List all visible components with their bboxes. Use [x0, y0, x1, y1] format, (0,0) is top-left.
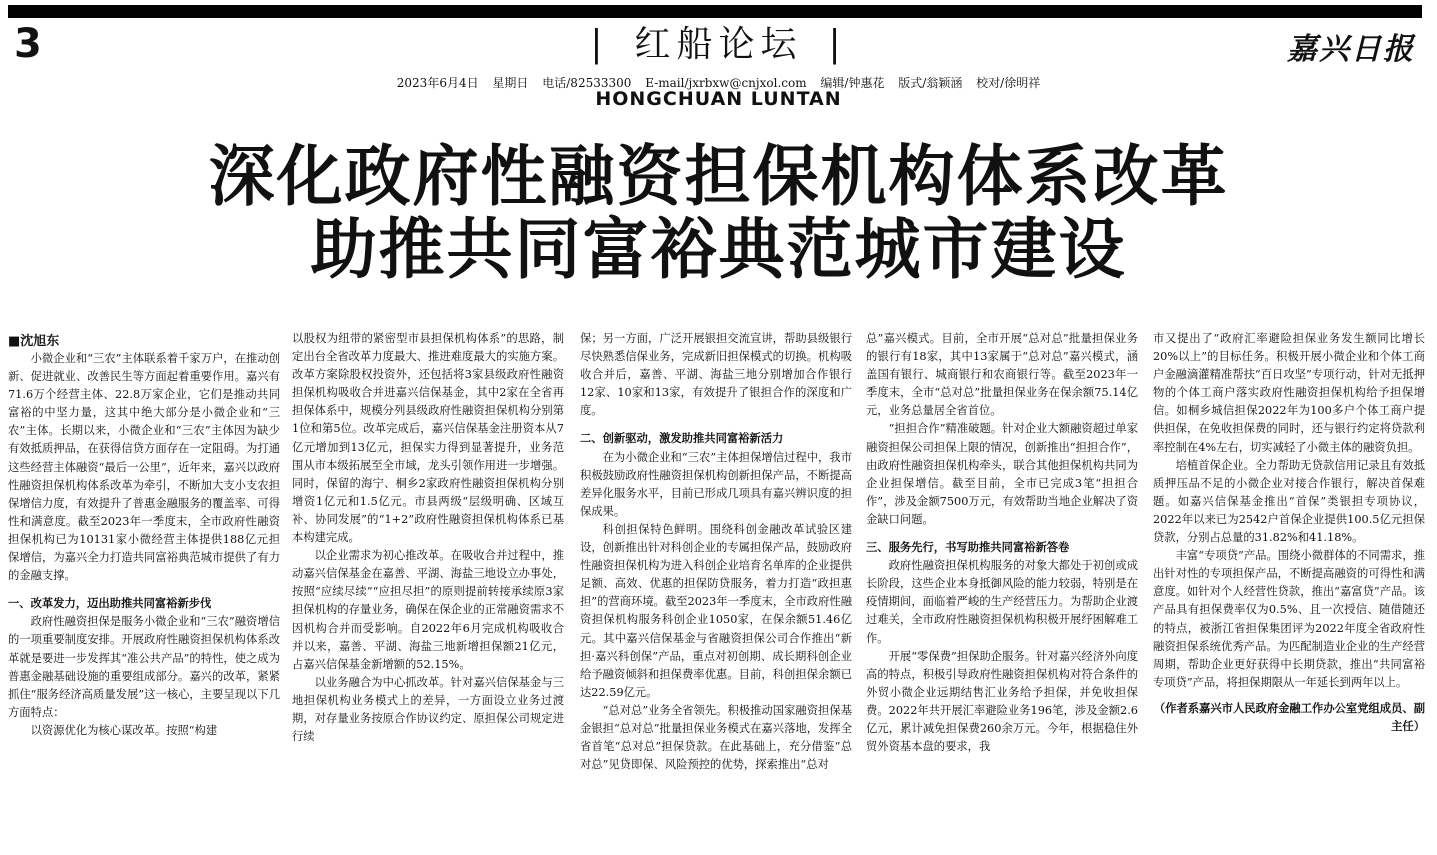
column-pinyin: HONGCHUAN LUNTAN	[595, 88, 842, 110]
column-title-text: 红船论坛	[634, 24, 803, 65]
layout-info: 版式/翁颖涵	[898, 76, 963, 90]
editor-info: 编辑/钟惠花	[820, 76, 885, 90]
paragraph: 保；另一方面，广泛开展银担交流宣讲，帮助县级银行尽快熟悉信保业务，完成新旧担保模式的切换。机构吸收合并后，嘉善、平湖、海盐三地分别增加合作银行12家、10家和13家，有效提升了银担合作的深度和广度。	[580, 332, 852, 418]
paragraph: 以股权为纽带的紧密型市县担保机构体系”的思路，制定出台全省改革力度最大、推进难度最大的实施方案。改革方案除股权投资外，还包括将3家县级政府性融资担保机构吸收合并进嘉兴信保基金，其中2家在全省再担保体系中，规模分列县级政府性融资担保机构分别第1位和第5位。改革完成后，嘉兴信保基金注册资本从7亿元增加到13亿元，担保实力得到显著提升，业务范围从市本级拓展至全市域，龙头引领作用进一步增强。同时，保留的海宁、桐乡2家政府性融资担保机构分别增资1亿元和1.5亿元。市县两级“层级明确、区域互补、协同发展”的“1+2”政府性融资担保机构体系已基本构建完成。	[292, 332, 564, 545]
phone-info: 电话/82533300	[542, 76, 632, 90]
byline: ■沈旭东	[8, 334, 60, 349]
paragraph: 以企业需求为初心推改革。在吸收合并过程中，推动嘉兴信保基金在嘉善、平湖、海盐三地设立办事处，按照“应续尽续”“应担尽担”的原则提前转接承续原3家担保机构的存量业务，确保在保企业的正常融资需求不因机构合并而受影响。自2022年6月完成机构吸收合并以来，嘉善、平湖、海盐三地新增担保额21亿元，占嘉兴信保基金新增额的52.15%。	[292, 549, 564, 671]
paragraph: 小微企业和“三农”主体联系着千家万户，在推动创新、促进就业、改善民生等方面起着重要作用。嘉兴有71.6万个经营主体、22.8万家企业，它们是推动共同富裕的中坚力量，这其中绝大部分是小微企业和“三农”主体。长期以来，小微企业和“三农”主体因为缺少有效抵质押品，在获得信贷方面存在一定阻碍。为打通这些经营主体融资“最后一公里”，近年来，嘉兴以政府性融资担保机构体系改革为牵引，不断加大支小支农担保增信力度，有效提升了普惠金融服务的覆盖率、可得性和满意度。截至2023年一季度末，全市政府性融资担保机构已为10131家小微经营主体提供188亿元担保增信，为嘉兴全力打造共同富裕典范城市提供了有力的金融支撑。	[8, 352, 280, 583]
section-heading-2: 二、创新驱动，激发助推共同富裕新活力	[580, 432, 784, 446]
page-number: 3	[14, 21, 42, 67]
title-separator-right: |	[828, 24, 847, 65]
section-heading-3: 三、服务先行，书写助推共同富裕新答卷	[866, 541, 1070, 555]
paragraph: 开展“零保费”担保助企服务。针对嘉兴经济外向度高的特点，积极引导政府性融资担保机构对符合条件的外贸小微企业远期结售汇业务给予担保，并免收担保费。2022年共开展汇率避险业务196笔，涉及金额2.6亿元，累计减免担保费260余万元。今年，根据稳住外贸外资基本盘的要求，我	[866, 649, 1138, 754]
paragraph: “总对总”业务全省领先。积极推动国家融资担保基金银担“总对总”批量担保业务模式在嘉兴落地，发挥全省首笔“总对总”担保贷款。在此基础上，充分借鉴“总对总”见贷即保、风险预控的优势，探索推出“总对	[580, 703, 852, 772]
headline-line-2: 助推共同富裕典范城市建设	[310, 211, 1127, 288]
title-separator-left: |	[590, 24, 609, 65]
paragraph: 在为小微企业和“三农”主体担保增信过程中，我市积极鼓励政府性融资担保机构创新担保产品，不断提高差异化服务水平，目前已形成几项具有嘉兴辨识度的担保成果。	[580, 450, 852, 518]
article-column-4	[866, 330, 1138, 845]
article-column-5	[1153, 330, 1425, 845]
paragraph: 以资源优化为核心谋改革。按照“构建	[30, 723, 218, 737]
issue-weekday: 星期日	[492, 76, 529, 90]
paragraph: 培植首保企业。全力帮助无贷款信用记录且有效抵质押压品不足的小微企业对接合作银行，解决首保难题。如嘉兴信保基金推出“首保”类银担专项协议，2022年以来已为2542户首保企业提供100.5亿元担保贷款，分别占总量的31.82%和41.18%。	[1153, 458, 1425, 545]
proofread-info: 校对/徐明祥	[976, 76, 1041, 90]
section-heading-1: 一、改革发力，迈出助推共同富裕新步伐	[8, 597, 212, 611]
article-column-2	[292, 330, 564, 845]
paragraph: 以业务融合为中心抓改革。针对嘉兴信保基金与三地担保机构业务模式上的差异，一方面设立业务过渡期，对存量业务按原合作协议约定、原担保公司规定进行续	[292, 675, 564, 744]
paragraph: 丰富“专项贷”产品。围绕小微群体的不同需求，推出针对性的专项担保产品，不断提高融资的可得性和满意度。如针对个人经营性贷款，推出“嘉富贷”产品。该产品具有担保费率仅为0.5%、且一次授信、随借随还的特点，被浙江省担保集团评为2022年度全省政府性融资担保系统优秀产品。为匹配制造业企业的生产经营周期，帮助企业更好获得中长期贷款，推出“共同富裕专项贷”产品，将担保期限从一年延长到两年以上。	[1153, 549, 1425, 689]
headline-line-1: 深化政府性融资担保机构体系改革	[208, 138, 1229, 215]
author-credit: （作者系嘉兴市人民政府金融工作办公室党组成员、副主任）	[1153, 701, 1425, 733]
paragraph: 政府性融资担保是服务小微企业和“三农”融资增信的一项重要制度安排。开展政府性融资担保机构体系改革就是要进一步发挥其“准公共产品”的特性，使之成为普惠金融基础设施的重要组成部分。嘉兴的改革，紧紧抓住“服务经济高质量发展”这一核心，主要呈现以下几方面特点：	[8, 615, 280, 719]
issue-date: 2023年6月4日	[396, 76, 479, 90]
masthead-top-rule	[8, 5, 1422, 18]
paragraph: 政府性融资担保机构服务的对象大都处于初创或成长阶段，这些企业本身抵御风险的能力较弱，特别是在疫情期间，面临着严峻的生产经营压力。为帮助企业渡过难关，全市政府性融资担保机构积极开展纾困解难工作。	[866, 559, 1138, 645]
email-info: E-mail/jxrbxw@cnjxol.com	[645, 76, 807, 90]
newspaper-logo: 嘉兴日报	[1287, 32, 1415, 67]
paragraph: 科创担保特色鲜明。围绕科创金融改革试验区建设，创新推出针对科创企业的专属担保产品，鼓励政府性融资担保机构为进入科创企业培育名单库的企业提供足额、高效、优惠的担保防贷服务，着力打造“政担惠担”的营商环境。截至2023年一季度末，全市政府性融资担保机构服务科创企业1050家，在保余额51.46亿元。其中嘉兴信保基金与省融资担保公司合作推出“新担·嘉兴科创保”产品，重点对初创期、成长期科创企业给予融资倾斜和担保费率优惠。目前，科创担保余额已达22.59亿元。	[580, 522, 852, 699]
headline	[0, 140, 1437, 286]
paragraph: 总”嘉兴模式。目前，全市开展“总对总”批量担保业务的银行有18家，其中13家属于“总对总”嘉兴模式，涵盖国有银行、城商银行和农商银行等。截至2023年一季度末，全市“总对总”批量担保业务在保余额75.14亿元，业务总量居全省首位。	[866, 332, 1138, 418]
paragraph: “担担合作”精准破题。针对企业大额融资超过单家融资担保公司担保上限的情况，创新推出“担担合作”，由政府性融资担保机构牵头，联合其他担保机构共同为企业担保增信。截至目前，全市已完成3笔“担担合作”，涉及金额7500万元，有效帮助当地企业解决了资金缺口问题。	[866, 422, 1138, 526]
article-column-3	[580, 330, 852, 845]
column-title	[0, 22, 1437, 68]
paragraph: 市又提出了“政府汇率避险担保业务发生额同比增长20%以上”的目标任务。积极开展小微企业和个体工商户金融滴灌精准帮扶“百日攻坚”专项行动，针对无抵押物的个体工商户落实政府性融资担保机构给予担保增信。如桐乡城信担保2022年为100多户个体工商户提供担保，在免收担保费的同时，还与银行约定将贷款利率控制在4%左右，切实减轻了小微主体的融资负担。	[1153, 332, 1425, 454]
article-column-1	[8, 350, 280, 845]
